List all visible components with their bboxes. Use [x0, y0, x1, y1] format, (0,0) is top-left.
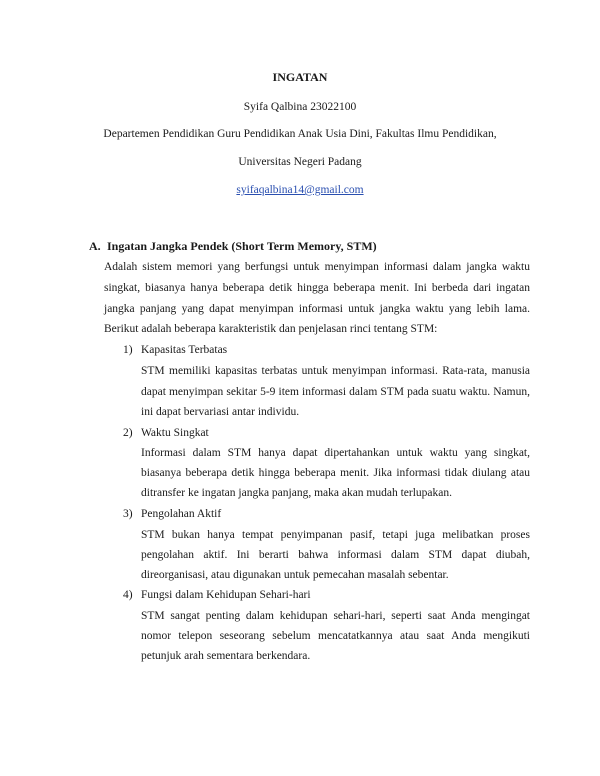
section-heading: Ingatan Jangka Pendek (Short Term Memory, STM) [107, 239, 377, 253]
list-item-number: 3) [123, 508, 133, 520]
list-item-line: dapat menyimpan sekitar 5-9 item informasi dalam STM pada suatu waktu. Namun, [141, 386, 530, 398]
list-item-title: Fungsi dalam Kehidupan Sehari-hari [141, 589, 311, 601]
list-item-line: direorganisasi, atau digunakan untuk pemecahan masalah sebentar. [141, 569, 449, 581]
list-item-line: pengolahan aktif. Ini berarti bahwa informasi dalam STM dapat diubah, [141, 549, 530, 561]
intro-line: jangka panjang yang dapat menyimpan informasi untuk jangka waktu yang lebih lama. [104, 303, 530, 315]
intro-line: Berikut adalah beberapa karakteristik dan penjelasan rinci tentang STM: [104, 323, 438, 335]
list-item-number: 1) [123, 344, 133, 356]
list-item-line: ditransfer ke ingatan jangka panjang, maka akan mudah terlupakan. [141, 487, 453, 499]
list-item-line: biasanya beberapa detik hingga beberapa menit. Jika informasi tidak diulang atau [141, 467, 530, 479]
list-item-line: STM bukan hanya tempat penyimpanan pasif, tetapi juga melibatkan proses [141, 529, 530, 541]
university-line: Universitas Negeri Padang [238, 156, 362, 168]
email-link[interactable]: syifaqalbina14@gmail.com [236, 184, 364, 196]
list-item-line: nomor telepon seseorang sebelum mencatatkannya atau saat Anda mengikuti [141, 630, 530, 642]
list-item-title: Pengolahan Aktif [141, 508, 222, 520]
section-marker: A. [89, 239, 101, 253]
email-line [0, 183, 600, 197]
list-item-number: 4) [123, 589, 133, 601]
list-item-line: ini dapat bervariasi antar individu. [141, 406, 300, 418]
list-item-title: Kapasitas Terbatas [141, 344, 228, 356]
list-item-line: STM memiliki kapasitas terbatas untuk menyimpan informasi. Rata-rata, manusia [141, 365, 530, 377]
list-item-line: STM sangat penting dalam kehidupan sehari-hari, seperti saat Anda mengingat [141, 610, 530, 622]
list-item-line: Informasi dalam STM hanya dapat dipertahankan untuk waktu yang singkat, [141, 447, 530, 459]
intro-line: Adalah sistem memori yang berfungsi untuk menyimpan informasi dalam jangka waktu [104, 261, 530, 273]
author-line: Syifa Qalbina 23022100 [243, 101, 357, 113]
list-item-number: 2) [123, 427, 133, 439]
list-item-line: petunjuk arah sementara berkendara. [141, 650, 311, 662]
document-title: INGATAN [272, 70, 328, 84]
list-item-title: Waktu Singkat [141, 427, 209, 439]
department-line: Departemen Pendidikan Guru Pendidikan Anak Usia Dini, Fakultas Ilmu Pendidikan, [103, 128, 497, 140]
intro-line: singkat, biasanya hanya beberapa detik hingga beberapa menit. Ini berbeda dari ingatan [104, 282, 530, 294]
